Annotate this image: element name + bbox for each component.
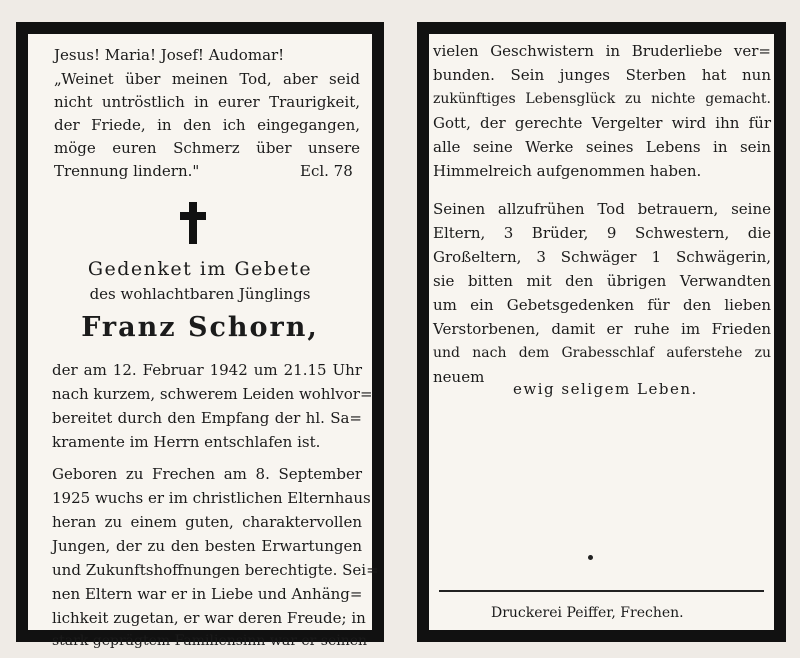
right-card-page: [429, 34, 774, 630]
left-mourning-card: [16, 22, 384, 649]
ornament-dot: [588, 555, 593, 560]
memorial-subheading: des wohlachtbaren Jünglings: [89, 285, 311, 303]
paragraph-line: Großeltern, 3 Schwäger 1 Schwägerin,: [433, 248, 771, 266]
quote-line: nicht untröstlich in eurer Traurigkeit,: [54, 93, 360, 111]
paragraph-line: 1925 wuchs er im christlichen Elternhaus: [52, 489, 371, 507]
deceased-name: Franz Schorn,: [81, 312, 319, 343]
quote-line: „Weinet über meinen Tod, aber seid: [54, 70, 360, 88]
paragraph-line: Himmelreich aufgenommen haben.: [433, 162, 702, 180]
paragraph-line: bereitet durch den Empfang der hl. Sa=: [52, 409, 362, 427]
paragraph-line: neuem: [433, 368, 485, 386]
paragraph-line: und nach dem Grabesschlaf auferstehe zu: [433, 345, 771, 361]
paragraph-line: alle seine Werke seines Lebens in sein: [433, 138, 771, 156]
left-card-page: [28, 34, 379, 649]
paragraph-line: zukünftiges Lebensglück zu nichte gemacht.: [433, 91, 771, 107]
latin-cross-icon: [180, 202, 206, 244]
paragraph-line: Seinen allzufrühen Tod betrauern, seine: [433, 200, 771, 218]
paragraph-line: um ein Gebetsgedenken für den lieben: [433, 296, 771, 314]
paragraph-line: lichkeit zugetan, er war deren Freude; in: [52, 609, 366, 627]
quote-line: Trennung lindern.": [54, 162, 200, 180]
divider-rule: [439, 590, 764, 592]
right-mourning-card: [417, 22, 786, 642]
memorial-heading: Gedenket im Gebete: [87, 258, 313, 280]
printer-imprint: Druckerei Peiffer, Frechen.: [491, 605, 684, 621]
paragraph-line: stark geprägtem Familiensinn war er seinen: [52, 633, 368, 649]
quote-line: der Friede, in den ich eingegangen,: [54, 116, 360, 134]
invocation-text: Jesus! Maria! Josef! Audomar!: [54, 46, 285, 64]
paragraph-line: Gott, der gerechte Vergelter wird ihn für: [433, 114, 771, 132]
closing-phrase: ewig seligem Leben.: [513, 380, 698, 398]
paragraph-line: heran zu einem guten, charaktervollen: [52, 513, 362, 531]
paragraph-line: sie bitten mit den übrigen Verwandten: [433, 272, 771, 290]
paragraph-line: Geboren zu Frechen am 8. September: [52, 465, 362, 483]
paragraph-line: der am 12. Februar 1942 um 21.15 Uhr: [52, 361, 362, 379]
paragraph-line: vielen Geschwistern in Bruderliebe ver=: [433, 42, 771, 60]
paragraph-line: bunden. Sein junges Sterben hat nun: [433, 66, 771, 84]
paragraph-line: Verstorbenen, damit er ruhe im Frieden: [433, 320, 771, 338]
paragraph-line: kramente im Herrn entschlafen ist.: [52, 433, 321, 451]
paragraph-line: Eltern, 3 Brüder, 9 Schwestern, die: [433, 224, 771, 242]
paragraph-line: und Zukunftshoffnungen berechtigte. Sei=: [52, 561, 379, 579]
quote-line: möge euren Schmerz über unsere: [54, 139, 360, 157]
paragraph-line: nach kurzem, schwerem Leiden wohlvor=: [52, 385, 373, 403]
quote-source: Ecl. 78: [300, 162, 353, 180]
paragraph-line: nen Eltern war er in Liebe und Anhäng=: [52, 585, 363, 603]
paragraph-line: Jungen, der zu den besten Erwartungen: [52, 537, 362, 555]
